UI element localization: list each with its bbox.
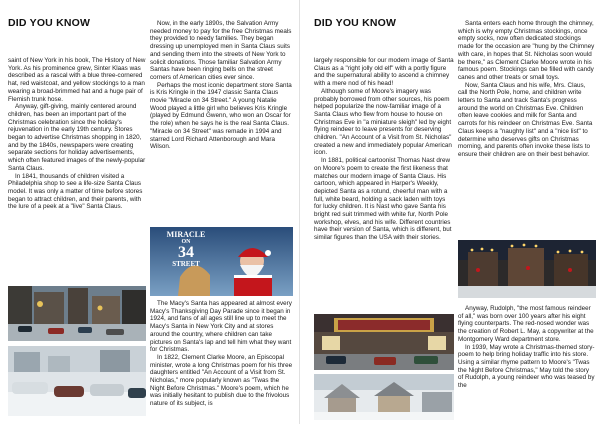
paragraph: largely responsible for our modern image of Santa Claus as a "right jolly old elf" with a portly figure and the supernatural ability to ascend a chimney with a mere nod of his head! — [314, 57, 454, 88]
paragraph: Anyway, gift-giving, mainly centered around children, has been an important part of the Christmas celebration since the holiday's rejuvenation in the early 19th century. Stores began to advertise Christmas shopping in 1820, and by the 1840s, newspapers were creating separate sections for holiday advertisements, which often featured images of the newly-popular Santa Claus. — [8, 103, 146, 172]
paragraph: Although some of Moore's imagery was probably borrowed from other sources, his poem helped popularize the now-familiar image of a Santa Claus who flew from house to house on Christmas Eve in "a miniature sleigh" led by eight flying reindeer to leave presents for deserving children. "An Account of a Visit from St. Nicholas" created a new and immediately popular American icon. — [314, 87, 452, 157]
holiday-lights-street-photo — [458, 240, 596, 298]
poster-title-number: 34 — [178, 244, 194, 261]
theater-marquee-photo — [314, 314, 454, 370]
text-column — [458, 20, 596, 230]
page-heading: DID YOU KNOW — [8, 17, 91, 29]
page-heading: DID YOU KNOW — [314, 17, 397, 29]
poster-title-line: MIRACLE — [166, 230, 206, 239]
poster-title-line: ON — [181, 239, 191, 245]
paragraph: In 1939, May wrote a Christmas-themed story-poem to help bring holiday traffic into his store. Using a similar rhyme pattern to Moore's "Twas the Night Before Christmas," May told the story of Rudolph, a young reindeer who was teased by the — [458, 343, 595, 390]
text-column — [150, 20, 293, 220]
paragraph: Perhaps the most iconic department store Santa is Kris Kringle in the 1947 classic Santa Claus movie "Miracle on 34 Street." A young Natalie Wood played a little girl who believes Kris Kringle (played by Edmund Gwenn, who won an Oscar for the role) when he says he is the real Santa Claus. "Miracle on 34 Street" was remade in 1994 and starred Lord Richard Attenborough and Mara Wilson. — [150, 81, 292, 151]
poster-title — [156, 231, 216, 268]
paragraph: Now, in the early 1890s, the Salvation Army needed money to pay for the free Christmas meals they provided to needy families. They began dressing up unemployed men in Santa Claus suits and sending them into the streets of New York to solicit donations. Those familiar Salvation Army Santas have been ringing bells on the street corners of American cities ever since. — [150, 20, 292, 81]
paragraph: In 1841, thousands of children visited a Philadelphia shop to see a life-size Santa Claus model. It was only a matter of time before stores began to attract children, and their parents, with the lure of a peek at a "live" Santa Claus. — [8, 172, 143, 211]
snowy-street-photo — [8, 346, 146, 416]
paragraph: Now, Santa Claus and his wife, Mrs. Claus, call the North Pole, home, and children write letters to Santa and track Santa's progress around the world on Christmas Eve. Children often leave cookies and milk for Santa and carrots for his reindeer on Christmas Eve. Santa Claus keeps a "naughty list" and a "nice list" to determine who deserves gifts on Christmas morning, and parents often invoke these lists to ensure their children are on their best behavior. — [458, 81, 593, 158]
christmas-street-photo — [8, 286, 146, 341]
miracle-on-34th-street-poster — [150, 227, 293, 296]
text-column — [458, 305, 596, 421]
paragraph: Anyway, Rudolph, "the most famous reindeer of all," was born over 100 years after his eight flying counterparts. The red-nosed wonder was the creation of Robert L. May, a copywriter at the Montgomery Ward department store. — [458, 305, 594, 343]
paragraph: Santa enters each home through the chimney, which is why empty Christmas stockings, once empty socks, now often dedicated stockings made for the occasion are "hung by the Chimney with care, in hopes that St. Nicholas soon would be there," as Clement Clarke Moore wrote in his famous poem. Stockings can be filled with candy canes and other treats or small toys. — [458, 20, 595, 81]
text-column — [150, 300, 293, 420]
paragraph: In 1822, Clement Clarke Moore, an Episcopal minister, wrote a long Christmas poem for his three daughters entitled "An Account of a Visit from St. Nicholas," more popularly known as "Twas the Night Before Christmas." Moore's poem, which he was initially hesitant to publish due to the frivolous nature of its subject, is — [150, 353, 293, 408]
paragraph: In 1881, political cartoonist Thomas Nast drew on Moore's poem to create the first likeness that matches our modern image of Santa Claus. His cartoon, which appeared in Harper's Weekly, depicted Santa as a rotund, cheerful man with a full, white beard, holding a sack laden with toys for lucky children. It is Nast who gave Santa his bright red suit trimmed with white fur, North Pole workshop, elves, and his wife. Different countries have their version of Santa, which is different, but similar figures than the USA with their stories. — [314, 157, 452, 242]
poster-title-line: STREET — [172, 260, 200, 268]
right-page — [300, 0, 600, 424]
paragraph: saint of New York in his book, The History of New York. As his prominence grew, Sinter Klaas was described as a rascal with a blue three-cornered hat, red waistcoat, and yellow stockings to a man wearing a broad-brimmed hat and a huge pair of Flemish trunk hose. — [8, 57, 146, 103]
paragraph: The Macy's Santa has appeared at almost every Macy's Thanksgiving Day Parade since it began in 1924, and fans of all ages still line up to meet the Macy's Santa in New York City and at stores around the country, where children can take pictures on Santa's lap and tell him what they want for Christmas. — [150, 300, 292, 354]
snowy-houses-photo — [314, 374, 454, 420]
text-column — [314, 57, 454, 305]
text-column — [8, 57, 146, 269]
